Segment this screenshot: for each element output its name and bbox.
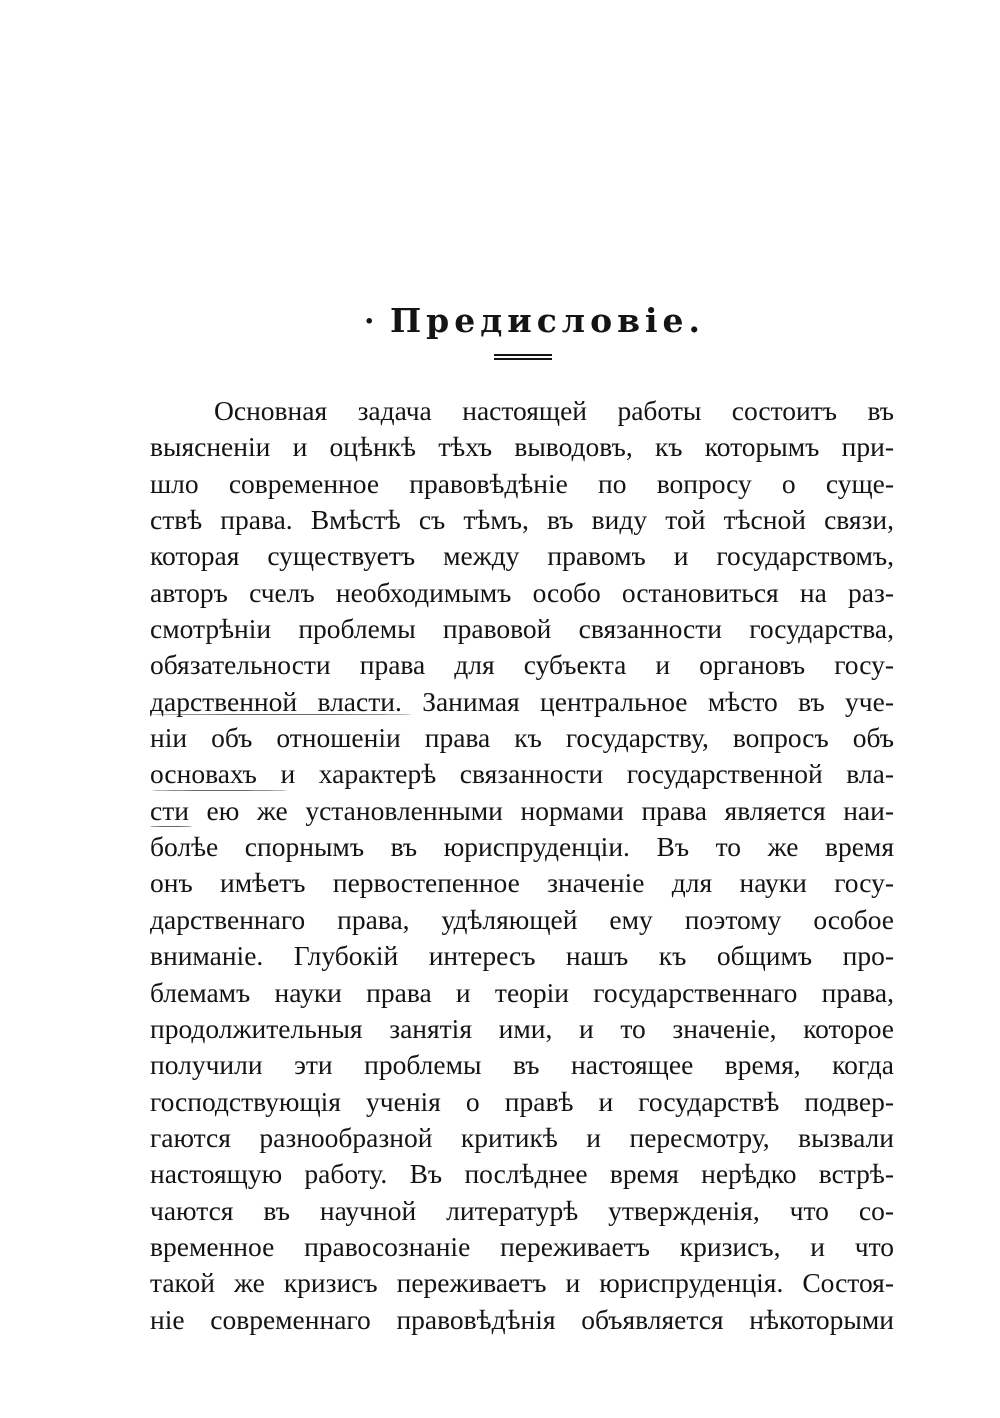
title-double-rule [494, 354, 552, 360]
text-line: обязательности права для субъекта и органовъ госу- [150, 649, 894, 681]
text-line: которая существуетъ между правомъ и государствомъ, [150, 540, 894, 572]
text-line: чаются въ научной литературѣ утвержденія, что со- [150, 1194, 894, 1226]
page-title: Предисловіе. [390, 301, 706, 340]
text-line: ніе современнаго правовѣдѣнія объявляется нѣкоторыми [150, 1303, 894, 1335]
text-line: господствующія ученія о правѣ и государствѣ подвер- [150, 1085, 894, 1117]
pencil-underline [150, 714, 412, 715]
text-line: дарственнаго права, удѣляющей ему поэтому особое [150, 903, 894, 935]
text-line: блемамъ науки права и теоріи государственнаго права, [150, 976, 894, 1008]
text-line: продолжительныя занятія ими, и то значеніе, которое [150, 1012, 894, 1044]
pencil-underline [150, 826, 192, 827]
text-line: такой же кризисъ переживаетъ и юриспруденція. Состоя- [150, 1267, 894, 1299]
text-line: дарственной власти. Занимая центральное мѣсто въ уче- [150, 685, 894, 717]
preface-paragraph [150, 393, 894, 1338]
text-line: временное правосознаніе переживаетъ кризисъ, и что [150, 1230, 894, 1262]
text-line: ствѣ права. Вмѣстѣ съ тѣмъ, въ виду той тѣсной связи, [150, 504, 894, 536]
text-line: настоящую работу. Въ послѣднее время нерѣдко встрѣ- [150, 1158, 894, 1190]
text-line: гаются разнообразной критикѣ и пересмотру, вызвали [150, 1121, 894, 1153]
text-line: болѣе спорнымъ въ юриспруденціи. Въ то же время [150, 831, 894, 863]
text-line: шло современное правовѣдѣніе по вопросу о суще- [150, 467, 894, 499]
text-line: Основная задача настоящей работы состоитъ въ [214, 395, 894, 426]
text-line: выясненіи и оцѣнкѣ тѣхъ выводовъ, къ которымъ при- [150, 431, 894, 463]
pencil-underline [152, 790, 287, 791]
text-line: ніи объ отношеніи права къ государству, вопросъ объ [150, 722, 894, 754]
text-line: получили эти проблемы въ настоящее время, когда [150, 1049, 894, 1081]
text-line: вниманіе. Глубокій интересъ нашъ къ общимъ про- [150, 940, 894, 972]
text-line: авторъ счелъ необходимымъ особо остановиться на раз- [150, 576, 894, 608]
text-line: онъ имѣетъ первостепенное значеніе для науки госу- [150, 867, 894, 899]
text-line: сти ею же установленными нормами права является наи- [150, 794, 894, 826]
text-line: смотрѣніи проблемы правовой связанности государства, [150, 613, 894, 645]
stray-mark: · [364, 304, 375, 339]
text-line: основахъ и характерѣ связанности государственной вла- [150, 758, 894, 790]
